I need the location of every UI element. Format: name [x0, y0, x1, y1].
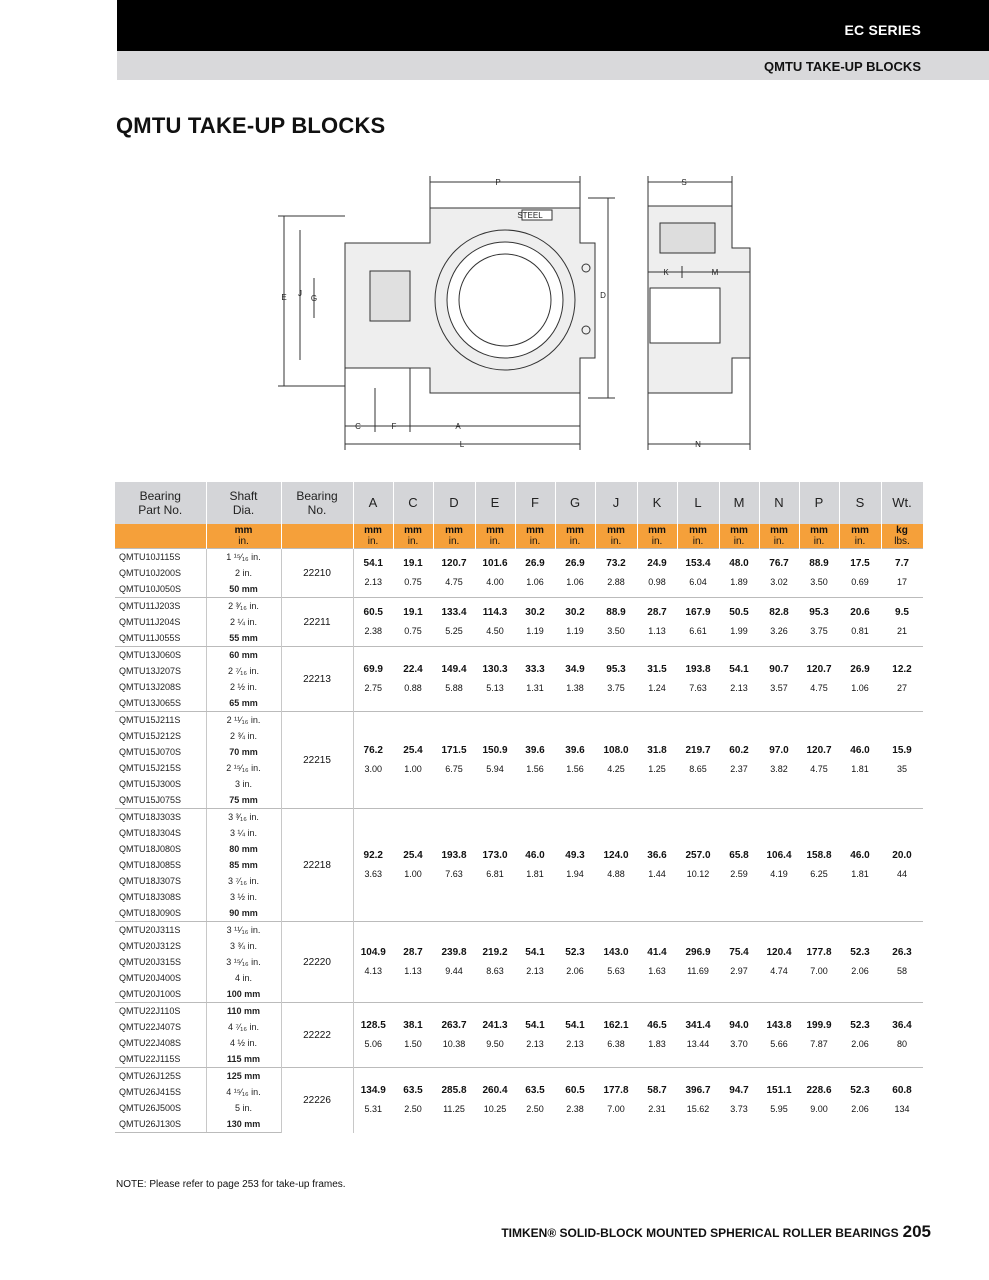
shaft-dia-cell: 3 ³⁄₁₆ in. — [206, 809, 281, 826]
footer-text: TIMKEN® SOLID-BLOCK MOUNTED SPHERICAL ROLLER BEARINGS — [501, 1226, 899, 1240]
dimension-cell: 114.3 4.50 — [475, 598, 515, 647]
dimension-cell: 219.7 8.65 — [677, 712, 719, 809]
shaft-dia-cell: 125 mm — [206, 1068, 281, 1085]
dimension-cell: 34.9 1.38 — [555, 647, 595, 712]
dimension-cell: 82.8 3.26 — [759, 598, 799, 647]
part-number-cell: QMTU18J085S — [119, 860, 182, 870]
dimension-cell: 28.7 1.13 — [393, 922, 433, 1003]
dim-l-label: L — [459, 440, 465, 449]
header-col-2: D — [433, 482, 475, 524]
dimension-cell: 15.9 35 — [881, 712, 923, 809]
dimension-cell: 150.9 5.94 — [475, 712, 515, 809]
dimension-cell: 7.7 17 — [881, 549, 923, 598]
dimension-cell: 101.6 4.00 — [475, 549, 515, 598]
dimension-cell: 143.0 5.63 — [595, 922, 637, 1003]
shaft-dia-cell: 80 mm — [206, 841, 281, 857]
dimension-cell: 54.1 2.13 — [353, 549, 393, 598]
header-col-11: P — [799, 482, 839, 524]
dimension-cell: 52.3 2.06 — [839, 922, 881, 1003]
units-part-blank — [115, 524, 206, 549]
dimension-cell: 54.1 2.13 — [515, 1003, 555, 1068]
header-col-8: L — [677, 482, 719, 524]
part-number-cell: QMTU18J303S — [115, 809, 206, 826]
shaft-dia-cell: 85 mm — [206, 857, 281, 873]
header-col-9: M — [719, 482, 759, 524]
units-col-12: mm in. — [839, 524, 881, 549]
dimension-cell: 63.5 2.50 — [515, 1068, 555, 1133]
dimension-cell: 257.0 10.12 — [677, 809, 719, 922]
series-label: EC SERIES — [844, 22, 921, 38]
dimension-cell: 120.7 4.75 — [799, 647, 839, 712]
dimension-cell: 54.1 2.13 — [719, 647, 759, 712]
dimension-cell: 76.2 3.00 — [353, 712, 393, 809]
dimension-cell: 22.4 0.88 — [393, 647, 433, 712]
dimension-cell: 285.8 11.25 — [433, 1068, 475, 1133]
header-bearing-no: Bearing No. — [281, 482, 353, 524]
units-col-7: mm in. — [637, 524, 677, 549]
dimension-cell: 193.8 7.63 — [677, 647, 719, 712]
dimension-cell: 60.2 2.37 — [719, 712, 759, 809]
bearing-number-cell: 22213 — [281, 647, 353, 712]
shaft-dia-cell: 1 ¹⁵⁄₁₆ in. — [206, 549, 281, 566]
dimension-cell: 63.5 2.50 — [393, 1068, 433, 1133]
table-body — [115, 549, 923, 1133]
bearing-number-cell: 22211 — [281, 598, 353, 647]
shaft-dia-cell: 65 mm — [206, 695, 281, 712]
header-col-5: G — [555, 482, 595, 524]
shaft-dia-cell: 2 ¹⁵⁄₁₆ in. — [206, 760, 281, 776]
dimension-cell: 33.3 1.31 — [515, 647, 555, 712]
dimension-cell: 97.0 3.82 — [759, 712, 799, 809]
dimension-cell: 36.6 1.44 — [637, 809, 677, 922]
dimension-cell: 76.7 3.02 — [759, 549, 799, 598]
dimension-cell: 58.7 2.31 — [637, 1068, 677, 1133]
dimension-cell: 54.1 2.13 — [555, 1003, 595, 1068]
units-col-13: kg lbs. — [881, 524, 923, 549]
shaft-dia-cell: 2 ¹¹⁄₁₆ in. — [206, 712, 281, 729]
dimension-cell: 193.8 7.63 — [433, 809, 475, 922]
dimension-cell: 88.9 3.50 — [799, 549, 839, 598]
dimension-cell: 296.9 11.69 — [677, 922, 719, 1003]
dimension-cell: 149.4 5.88 — [433, 647, 475, 712]
part-number-cell: QMTU22J110S — [115, 1003, 206, 1020]
dimension-cell: 41.4 1.63 — [637, 922, 677, 1003]
page-footer — [501, 1222, 931, 1242]
part-number-cell: QMTU10J115S — [115, 549, 206, 566]
dimension-cell: 241.3 9.50 — [475, 1003, 515, 1068]
dimension-cell: 228.6 9.00 — [799, 1068, 839, 1133]
part-number-cell: QMTU26J125S — [115, 1068, 206, 1085]
dimension-cell: 46.0 1.81 — [839, 712, 881, 809]
part-number-cell: QMTU15J075S — [115, 792, 206, 809]
dim-n-label: N — [695, 440, 701, 449]
dimension-cell: 60.5 2.38 — [555, 1068, 595, 1133]
material-label: STEEL — [517, 211, 543, 220]
dimension-cell: 108.0 4.25 — [595, 712, 637, 809]
dimension-cell: 25.4 1.00 — [393, 712, 433, 809]
shaft-dia-cell: 4 in. — [206, 970, 281, 986]
part-number-cell: QMTU11J204S — [119, 617, 181, 627]
units-col-10: mm in. — [759, 524, 799, 549]
table-row — [115, 647, 923, 664]
dim-c-label: C — [355, 422, 361, 431]
part-number-cell: QMTU26J415S — [119, 1087, 182, 1097]
dim-e-label: E — [281, 293, 287, 302]
shaft-dia-cell: 2 ⁷⁄₁₆ in. — [206, 663, 281, 679]
dimension-cell: 26.3 58 — [881, 922, 923, 1003]
header-col-1: C — [393, 482, 433, 524]
dimension-cell: 39.6 1.56 — [555, 712, 595, 809]
bearing-number-cell: 22215 — [281, 712, 353, 809]
dimension-cell: 94.0 3.70 — [719, 1003, 759, 1068]
part-number-cell: QMTU15J070S — [119, 747, 182, 757]
dim-s-label: S — [681, 178, 687, 187]
page-title: QMTU TAKE-UP BLOCKS — [116, 113, 386, 138]
dimension-cell: 52.3 2.06 — [839, 1003, 881, 1068]
header-col-0: A — [353, 482, 393, 524]
part-number-cell: QMTU20J312S — [119, 941, 182, 951]
shaft-dia-cell: 3 ¾ in. — [206, 938, 281, 954]
dimension-drawing — [270, 168, 790, 458]
shaft-dia-cell: 3 ½ in. — [206, 889, 281, 905]
shaft-dia-cell: 3 ¼ in. — [206, 825, 281, 841]
dimension-cell: 38.1 1.50 — [393, 1003, 433, 1068]
dimension-cell: 9.5 21 — [881, 598, 923, 647]
part-number-cell: QMTU26J500S — [119, 1103, 182, 1113]
part-number-cell: QMTU10J050S — [115, 581, 206, 598]
series-header-bar — [117, 0, 989, 51]
shaft-dia-cell: 50 mm — [206, 581, 281, 598]
part-number-cell: QMTU13J060S — [115, 647, 206, 664]
dimension-cell: 54.1 2.13 — [515, 922, 555, 1003]
dimension-cell: 60.8 134 — [881, 1068, 923, 1133]
header-col-7: K — [637, 482, 677, 524]
dimension-cell: 94.7 3.73 — [719, 1068, 759, 1133]
shaft-dia-cell: 3 in. — [206, 776, 281, 792]
part-number-cell: QMTU20J100S — [115, 986, 206, 1003]
units-shaft: mm in. — [206, 524, 281, 549]
units-col-9: mm in. — [719, 524, 759, 549]
units-col-6: mm in. — [595, 524, 637, 549]
shaft-dia-cell: 2 ¼ in. — [206, 614, 281, 630]
header-col-10: N — [759, 482, 799, 524]
dimension-cell: 60.5 2.38 — [353, 598, 393, 647]
dimension-cell: 50.5 1.99 — [719, 598, 759, 647]
dimension-cell: 260.4 10.25 — [475, 1068, 515, 1133]
dimension-cell: 26.9 1.06 — [555, 549, 595, 598]
shaft-dia-cell: 5 in. — [206, 1100, 281, 1116]
shaft-dia-cell: 2 ³⁄₁₆ in. — [206, 598, 281, 615]
dimension-cell: 31.5 1.24 — [637, 647, 677, 712]
shaft-dia-cell: 110 mm — [206, 1003, 281, 1020]
shaft-dia-cell: 2 ¾ in. — [206, 728, 281, 744]
part-number-cell: QMTU15J215S — [119, 763, 182, 773]
dimension-cell: 158.8 6.25 — [799, 809, 839, 922]
header-shaft-dia: Shaft Dia. — [206, 482, 281, 524]
bearing-number-cell: 22218 — [281, 809, 353, 922]
dimension-cell: 177.8 7.00 — [799, 922, 839, 1003]
units-bearing-blank — [281, 524, 353, 549]
dimension-cell: 151.1 5.95 — [759, 1068, 799, 1133]
section-header-bar — [117, 51, 989, 80]
dimension-cell: 104.9 4.13 — [353, 922, 393, 1003]
dimension-cell: 173.0 6.81 — [475, 809, 515, 922]
header-col-12: S — [839, 482, 881, 524]
dimension-cell: 128.5 5.06 — [353, 1003, 393, 1068]
shaft-dia-cell: 4 ⁷⁄₁₆ in. — [206, 1019, 281, 1035]
dim-m-label: M — [711, 268, 719, 277]
dimension-cell: 49.3 1.94 — [555, 809, 595, 922]
part-number-cell: QMTU18J090S — [115, 905, 206, 922]
dimension-cell: 20.0 44 — [881, 809, 923, 922]
dimension-cell: 130.3 5.13 — [475, 647, 515, 712]
dimension-cell: 12.2 27 — [881, 647, 923, 712]
dimension-cell: 88.9 3.50 — [595, 598, 637, 647]
dimension-cell: 95.3 3.75 — [799, 598, 839, 647]
units-col-11: mm in. — [799, 524, 839, 549]
dimension-cell: 19.1 0.75 — [393, 598, 433, 647]
dimension-cell: 153.4 6.04 — [677, 549, 719, 598]
section-label: QMTU TAKE-UP BLOCKS — [764, 59, 921, 74]
dimension-cell: 143.8 5.66 — [759, 1003, 799, 1068]
dimension-cell: 134.9 5.31 — [353, 1068, 393, 1133]
header-col-3: E — [475, 482, 515, 524]
dimension-cell: 177.8 7.00 — [595, 1068, 637, 1133]
dim-g-label: G — [310, 294, 318, 303]
shaft-dia-cell: 90 mm — [206, 905, 281, 922]
bearing-number-cell: 22222 — [281, 1003, 353, 1068]
dimension-cell: 133.4 5.25 — [433, 598, 475, 647]
header-part-no: Bearing Part No. — [115, 482, 206, 524]
shaft-dia-cell: 55 mm — [206, 630, 281, 647]
part-number-cell: QMTU20J315S — [119, 957, 182, 967]
shaft-dia-cell: 100 mm — [206, 986, 281, 1003]
shaft-dia-cell: 130 mm — [206, 1116, 281, 1133]
dimension-cell: 26.9 1.06 — [515, 549, 555, 598]
header-col-6: J — [595, 482, 637, 524]
dimension-cell: 20.6 0.81 — [839, 598, 881, 647]
units-col-3: mm in. — [475, 524, 515, 549]
dimension-cell: 396.7 15.62 — [677, 1068, 719, 1133]
dim-k-label: K — [663, 268, 669, 277]
units-col-5: mm in. — [555, 524, 595, 549]
units-col-2: mm in. — [433, 524, 475, 549]
dimension-cell: 69.9 2.75 — [353, 647, 393, 712]
dim-j-label: J — [298, 289, 302, 298]
dimension-cell: 30.2 1.19 — [555, 598, 595, 647]
dimension-cell: 239.8 9.44 — [433, 922, 475, 1003]
units-col-4: mm in. — [515, 524, 555, 549]
dimension-cell: 19.1 0.75 — [393, 549, 433, 598]
dimension-cell: 162.1 6.38 — [595, 1003, 637, 1068]
dim-f-label: F — [391, 422, 397, 431]
dimension-cell: 17.5 0.69 — [839, 549, 881, 598]
shaft-dia-cell: 2 in. — [206, 565, 281, 581]
bearing-number-cell: 22210 — [281, 549, 353, 598]
part-number-cell: QMTU18J304S — [119, 828, 182, 838]
part-number-cell: QMTU26J130S — [115, 1116, 206, 1133]
table-header-row — [115, 482, 923, 524]
part-number-cell: QMTU22J408S — [119, 1038, 182, 1048]
part-number-cell: QMTU18J308S — [119, 892, 182, 902]
table-units-row — [115, 524, 923, 549]
units-col-1: mm in. — [393, 524, 433, 549]
units-col-0: mm in. — [353, 524, 393, 549]
dimension-cell: 73.2 2.88 — [595, 549, 637, 598]
dimension-cell: 92.2 3.63 — [353, 809, 393, 922]
dimension-cell: 24.9 0.98 — [637, 549, 677, 598]
table-row — [115, 549, 923, 566]
part-number-cell: QMTU15J300S — [119, 779, 182, 789]
bearing-number-cell: 22226 — [281, 1068, 353, 1133]
dimension-cell: 120.4 4.74 — [759, 922, 799, 1003]
dimension-cell: 95.3 3.75 — [595, 647, 637, 712]
dim-p-label: P — [495, 178, 501, 187]
part-number-cell: QMTU13J065S — [115, 695, 206, 712]
part-number-cell: QMTU18J307S — [119, 876, 182, 886]
dimension-cell: 167.9 6.61 — [677, 598, 719, 647]
part-number-cell: QMTU13J207S — [119, 666, 182, 676]
dimension-cell: 39.6 1.56 — [515, 712, 555, 809]
dimension-cell: 263.7 10.38 — [433, 1003, 475, 1068]
dimension-cell: 25.4 1.00 — [393, 809, 433, 922]
shaft-dia-cell: 3 ¹¹⁄₁₆ in. — [206, 922, 281, 939]
shaft-dia-cell: 3 ¹⁵⁄₁₆ in. — [206, 954, 281, 970]
table-row — [115, 712, 923, 729]
dimension-cell: 120.7 4.75 — [433, 549, 475, 598]
dimension-cell: 219.2 8.63 — [475, 922, 515, 1003]
dimension-cell: 52.3 2.06 — [555, 922, 595, 1003]
page-number: 205 — [902, 1222, 931, 1241]
dimension-cell: 341.4 13.44 — [677, 1003, 719, 1068]
table-row — [115, 922, 923, 939]
dimension-cell: 31.8 1.25 — [637, 712, 677, 809]
dimension-cell: 26.9 1.06 — [839, 647, 881, 712]
dimension-cell: 199.9 7.87 — [799, 1003, 839, 1068]
part-number-cell: QMTU11J203S — [115, 598, 206, 615]
dimension-cell: 46.5 1.83 — [637, 1003, 677, 1068]
dimension-cell: 30.2 1.19 — [515, 598, 555, 647]
table-row — [115, 598, 923, 615]
dim-d-label: D — [600, 291, 606, 300]
header-col-4: F — [515, 482, 555, 524]
dimension-cell: 106.4 4.19 — [759, 809, 799, 922]
shaft-dia-cell: 2 ½ in. — [206, 679, 281, 695]
part-number-cell: QMTU22J115S — [115, 1051, 206, 1068]
dimension-cell: 90.7 3.57 — [759, 647, 799, 712]
part-number-cell: QMTU11J055S — [115, 630, 206, 647]
dimension-cell: 120.7 4.75 — [799, 712, 839, 809]
bearing-number-cell: 22220 — [281, 922, 353, 1003]
part-number-cell: QMTU22J407S — [119, 1022, 182, 1032]
part-number-cell: QMTU15J211S — [115, 712, 206, 729]
part-number-cell: QMTU20J311S — [115, 922, 206, 939]
part-number-cell: QMTU13J208S — [119, 682, 182, 692]
part-number-cell: QMTU15J212S — [119, 731, 182, 741]
dimension-cell: 28.7 1.13 — [637, 598, 677, 647]
dimension-cell: 46.0 1.81 — [515, 809, 555, 922]
footnote: NOTE: Please refer to page 253 for take-up frames. — [116, 1179, 346, 1190]
dimension-cell: 124.0 4.88 — [595, 809, 637, 922]
table-row — [115, 1003, 923, 1020]
dimension-cell: 65.8 2.59 — [719, 809, 759, 922]
header-col-13: Wt. — [881, 482, 923, 524]
table-row — [115, 1068, 923, 1085]
units-col-8: mm in. — [677, 524, 719, 549]
table-row — [115, 809, 923, 826]
dimension-cell: 36.4 80 — [881, 1003, 923, 1068]
shaft-dia-cell: 60 mm — [206, 647, 281, 664]
part-number-cell: QMTU10J200S — [119, 568, 182, 578]
dimension-cell: 171.5 6.75 — [433, 712, 475, 809]
dimension-cell: 52.3 2.06 — [839, 1068, 881, 1133]
dimension-cell: 75.4 2.97 — [719, 922, 759, 1003]
shaft-dia-cell: 70 mm — [206, 744, 281, 760]
dim-a-label: A — [455, 422, 461, 431]
shaft-dia-cell: 75 mm — [206, 792, 281, 809]
shaft-dia-cell: 3 ⁷⁄₁₆ in. — [206, 873, 281, 889]
dimensions-table — [115, 482, 924, 1133]
dimension-cell: 48.0 1.89 — [719, 549, 759, 598]
part-number-cell: QMTU18J080S — [119, 844, 182, 854]
part-number-cell: QMTU20J400S — [119, 973, 182, 983]
shaft-dia-cell: 115 mm — [206, 1051, 281, 1068]
dimension-cell: 46.0 1.81 — [839, 809, 881, 922]
shaft-dia-cell: 4 ¹⁵⁄₁₆ in. — [206, 1084, 281, 1100]
shaft-dia-cell: 4 ½ in. — [206, 1035, 281, 1051]
